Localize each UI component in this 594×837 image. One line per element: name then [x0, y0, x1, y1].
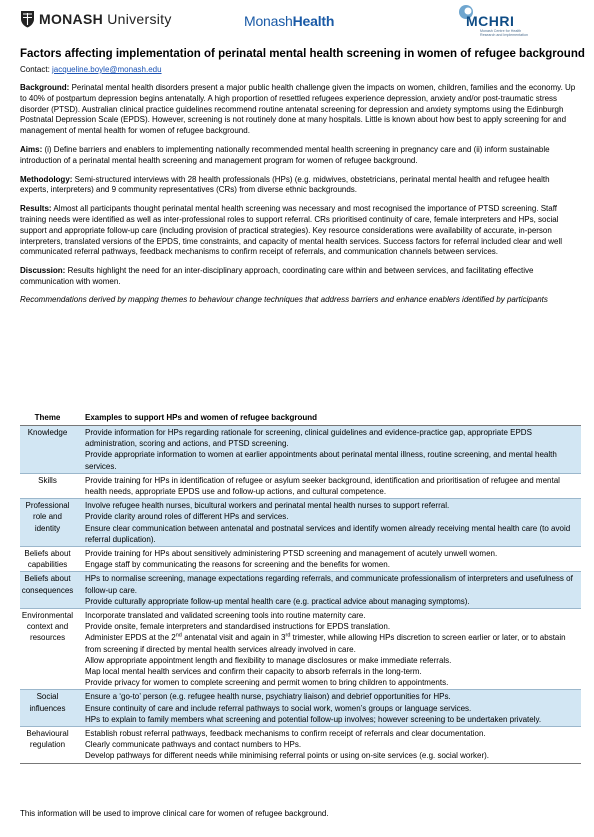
example-item: Provide information for HPs regarding rationale for screening, clinical guidelines and evidence-practice gap, appropriate EPDS administration, scoring and actions, and PTSD screening. — [85, 428, 532, 449]
theme-cell: Social influences — [20, 690, 75, 727]
table-row — [20, 727, 581, 764]
section-text: (i) Define barriers and enablers to implementing nationally recommended mental health screening in pregnancy care and (ii) inform sustainable introduction of a perinatal mental health screening and management program for women of refugee background. — [20, 144, 550, 165]
section-heading: Results: — [20, 204, 52, 214]
column-header-examples: Examples to support HPs and women of refugee background — [75, 411, 581, 426]
example-item: Clearly communicate pathways and contact numbers to HPs. — [85, 740, 302, 750]
column-header-theme: Theme — [20, 411, 75, 426]
section-text: Perinatal mental health disorders present a major public health challenge given the impacts on women, children, families and the economy. Up to 40% of postpartum depression begins antenatally. A high proportion of resettled refugees experience depression, anxiety and/or post-traumatic stress disorder (PTSD). Australian clinical practice guidelines recommend routine antenatal screening for depression and anxiety symptoms using the Edinburgh Postnatal Depression Scale (EPDS). However, screening is not routinely done at many hospitals. Little is known about how best to apply screening for and management of mental health for women of refugee background. — [20, 83, 576, 136]
mchri-subtitle: Monash Centre for Health Research and Implementation — [480, 29, 528, 37]
examples-cell — [75, 426, 581, 474]
examples-cell — [75, 547, 581, 572]
example-item: Provide onsite, female interpreters and standardised instructions for EPDS translation. — [85, 622, 391, 632]
examples-cell — [75, 609, 581, 690]
monash-health-logo: MonashHealth — [244, 13, 335, 29]
example-item: Map local mental health services and confirm their capacity to absorb referrals in the long-term. — [85, 667, 422, 677]
example-item: Ensure continuity of care and include referral pathways to social work, women’s groups or language services. — [85, 703, 472, 713]
monash-university-logo — [20, 10, 172, 28]
section-heading: Aims: — [20, 144, 43, 154]
section-text: Results highlight the need for an inter-disciplinary approach, coordinating care within and between services, and facilitating effective communication with women. — [20, 266, 534, 286]
discussion-section — [20, 266, 580, 288]
contact-email-link[interactable]: jacqueline.boyle@monash.edu — [52, 65, 162, 74]
contact-line — [20, 65, 580, 75]
example-item: HPs to explain to family members what screening and potential follow-up involves; however screening to be undertaken privately. — [85, 714, 542, 724]
monash-shield-icon — [20, 10, 35, 28]
background-section — [20, 83, 580, 137]
examples-cell — [75, 727, 581, 764]
recommendations-intro: Recommendations derived by mapping themes to behaviour change techniques that address barriers and enhance enablers identified by participants — [20, 294, 548, 304]
table-row — [20, 547, 581, 572]
results-section — [20, 204, 580, 258]
table-body — [20, 426, 581, 764]
example-item: Develop pathways for different needs while minimising referral points or using on-site services (e.g. social worker). — [85, 751, 490, 761]
example-item: Allow appropriate appointment length and flexibility to manage disclosures or make immediate referrals. — [85, 655, 452, 665]
example-item: Incorporate translated and validated screening tools into routine maternity care. — [85, 611, 366, 621]
examples-cell — [75, 499, 581, 547]
methodology-section — [20, 175, 580, 197]
table-row — [20, 609, 581, 690]
section-heading: Methodology: — [20, 174, 73, 184]
example-item: Involve refugee health nurses, bicultural workers and perinatal mental health nurses to support referral. — [85, 501, 450, 511]
section-heading: Discussion: — [20, 266, 66, 276]
table-row — [20, 426, 581, 474]
section-text: Almost all participants thought perinatal mental health screening was necessary and most recognised the importance of PTSD screening. Staff training needs were identified as well as inter-professional roles to support referral. CRs prioritised continuity of care, female interpreters and HPs, social support and appropriate follow-up care (including provision of practical strategies). Key resource considerations were availability of accurate, in-person interpreters, translated versions of the EPDS, time constraints, and capacity of mental health services. Success factors for referral included clear and well communicated referral pathways, feedback mechanisms to confirm receipt of referrals, and communication channels between services. — [20, 204, 563, 257]
example-item: Provide training for HPs about sensitively administering PTSD screening and management of acutely unwell women. — [85, 549, 498, 559]
example-item: HPs to normalise screening, manage expectations regarding referrals, and communicate professionalism of interpreters and usefulness of follow-up care. — [85, 574, 573, 595]
example-item: Establish robust referral pathways, feedback mechanisms to confirm receipt of referrals and clear documentation. — [85, 729, 486, 739]
theme-cell: Behavioural regulation — [20, 727, 75, 764]
mchri-logo — [450, 4, 530, 40]
examples-cell — [75, 690, 581, 727]
example-item: Engage staff by communicating the reasons for screening and the benefits for women. — [85, 560, 390, 570]
table-row — [20, 499, 581, 547]
theme-cell: Environmental context and resources — [20, 609, 75, 690]
header — [0, 0, 594, 42]
footer-note: This information will be used to improve clinical care for women of refugee background. — [20, 809, 329, 818]
aims-section — [20, 145, 580, 167]
theme-cell: Professional role and identity — [20, 499, 75, 547]
table-row — [20, 473, 581, 498]
example-item: Administer EPDS at the 2nd antenatal visit and again in 3rd trimester, while allowing HPs discretion to screen earlier or later, or to abstain from screening if directed by mental health services already involved in care. — [85, 632, 566, 654]
contact-label: Contact: — [20, 65, 53, 74]
example-item: Ensure clear communication between antenatal and postnatal services and identify women already receiving mental health care (to avoid referral duplication). — [85, 523, 571, 544]
examples-cell — [75, 572, 581, 609]
theme-cell: Knowledge — [20, 426, 75, 474]
theme-cell: Beliefs about consequences — [20, 572, 75, 609]
section-heading: Background: — [20, 83, 70, 92]
examples-cell — [75, 473, 581, 498]
theme-cell: Skills — [20, 473, 75, 498]
table-row — [20, 572, 581, 609]
page-title: Factors affecting implementation of perinatal mental health screening in women of refugee background — [20, 48, 585, 60]
example-item: Provide appropriate information to women at earlier appointments about perinatal mental illness, routine screening, and mental health services. — [85, 450, 557, 471]
example-item: Ensure a ‘go-to’ person (e.g. refugee health nurse, psychiatry liaison) and debrief opportunities for HPs. — [85, 692, 451, 702]
example-item: Provide culturally appropriate follow-up mental health care (e.g. practical advice about managing symptoms). — [85, 596, 470, 606]
table-header-row — [20, 411, 581, 426]
example-item: Provide training for HPs in identification of refugee or asylum seeker background, identification and prioritisation of refugee and mental health needs, appropriate EPDS use and follow-up actions, and cultural competence. — [85, 475, 560, 497]
monash-wordmark: MONASH University — [39, 11, 172, 27]
example-item: Provide clarity around roles of different HPs and services. — [85, 512, 289, 522]
section-text: Semi-structured interviews with 28 health professionals (HPs) (e.g. midwives, obstetricians, perinatal mental health and refugee health experts, interpreters) and 9 community representatives (CRs) from diverse ethnic backgrounds. — [20, 174, 550, 195]
table-row — [20, 690, 581, 727]
recommendations-table — [20, 411, 581, 764]
abstract-content — [20, 47, 585, 306]
mchri-wordmark: MCHRI — [466, 13, 515, 29]
theme-cell: Beliefs about capabilities — [20, 547, 75, 572]
example-item: Provide privacy for women to complete screening and permit women to bring children to appointments. — [85, 678, 449, 688]
